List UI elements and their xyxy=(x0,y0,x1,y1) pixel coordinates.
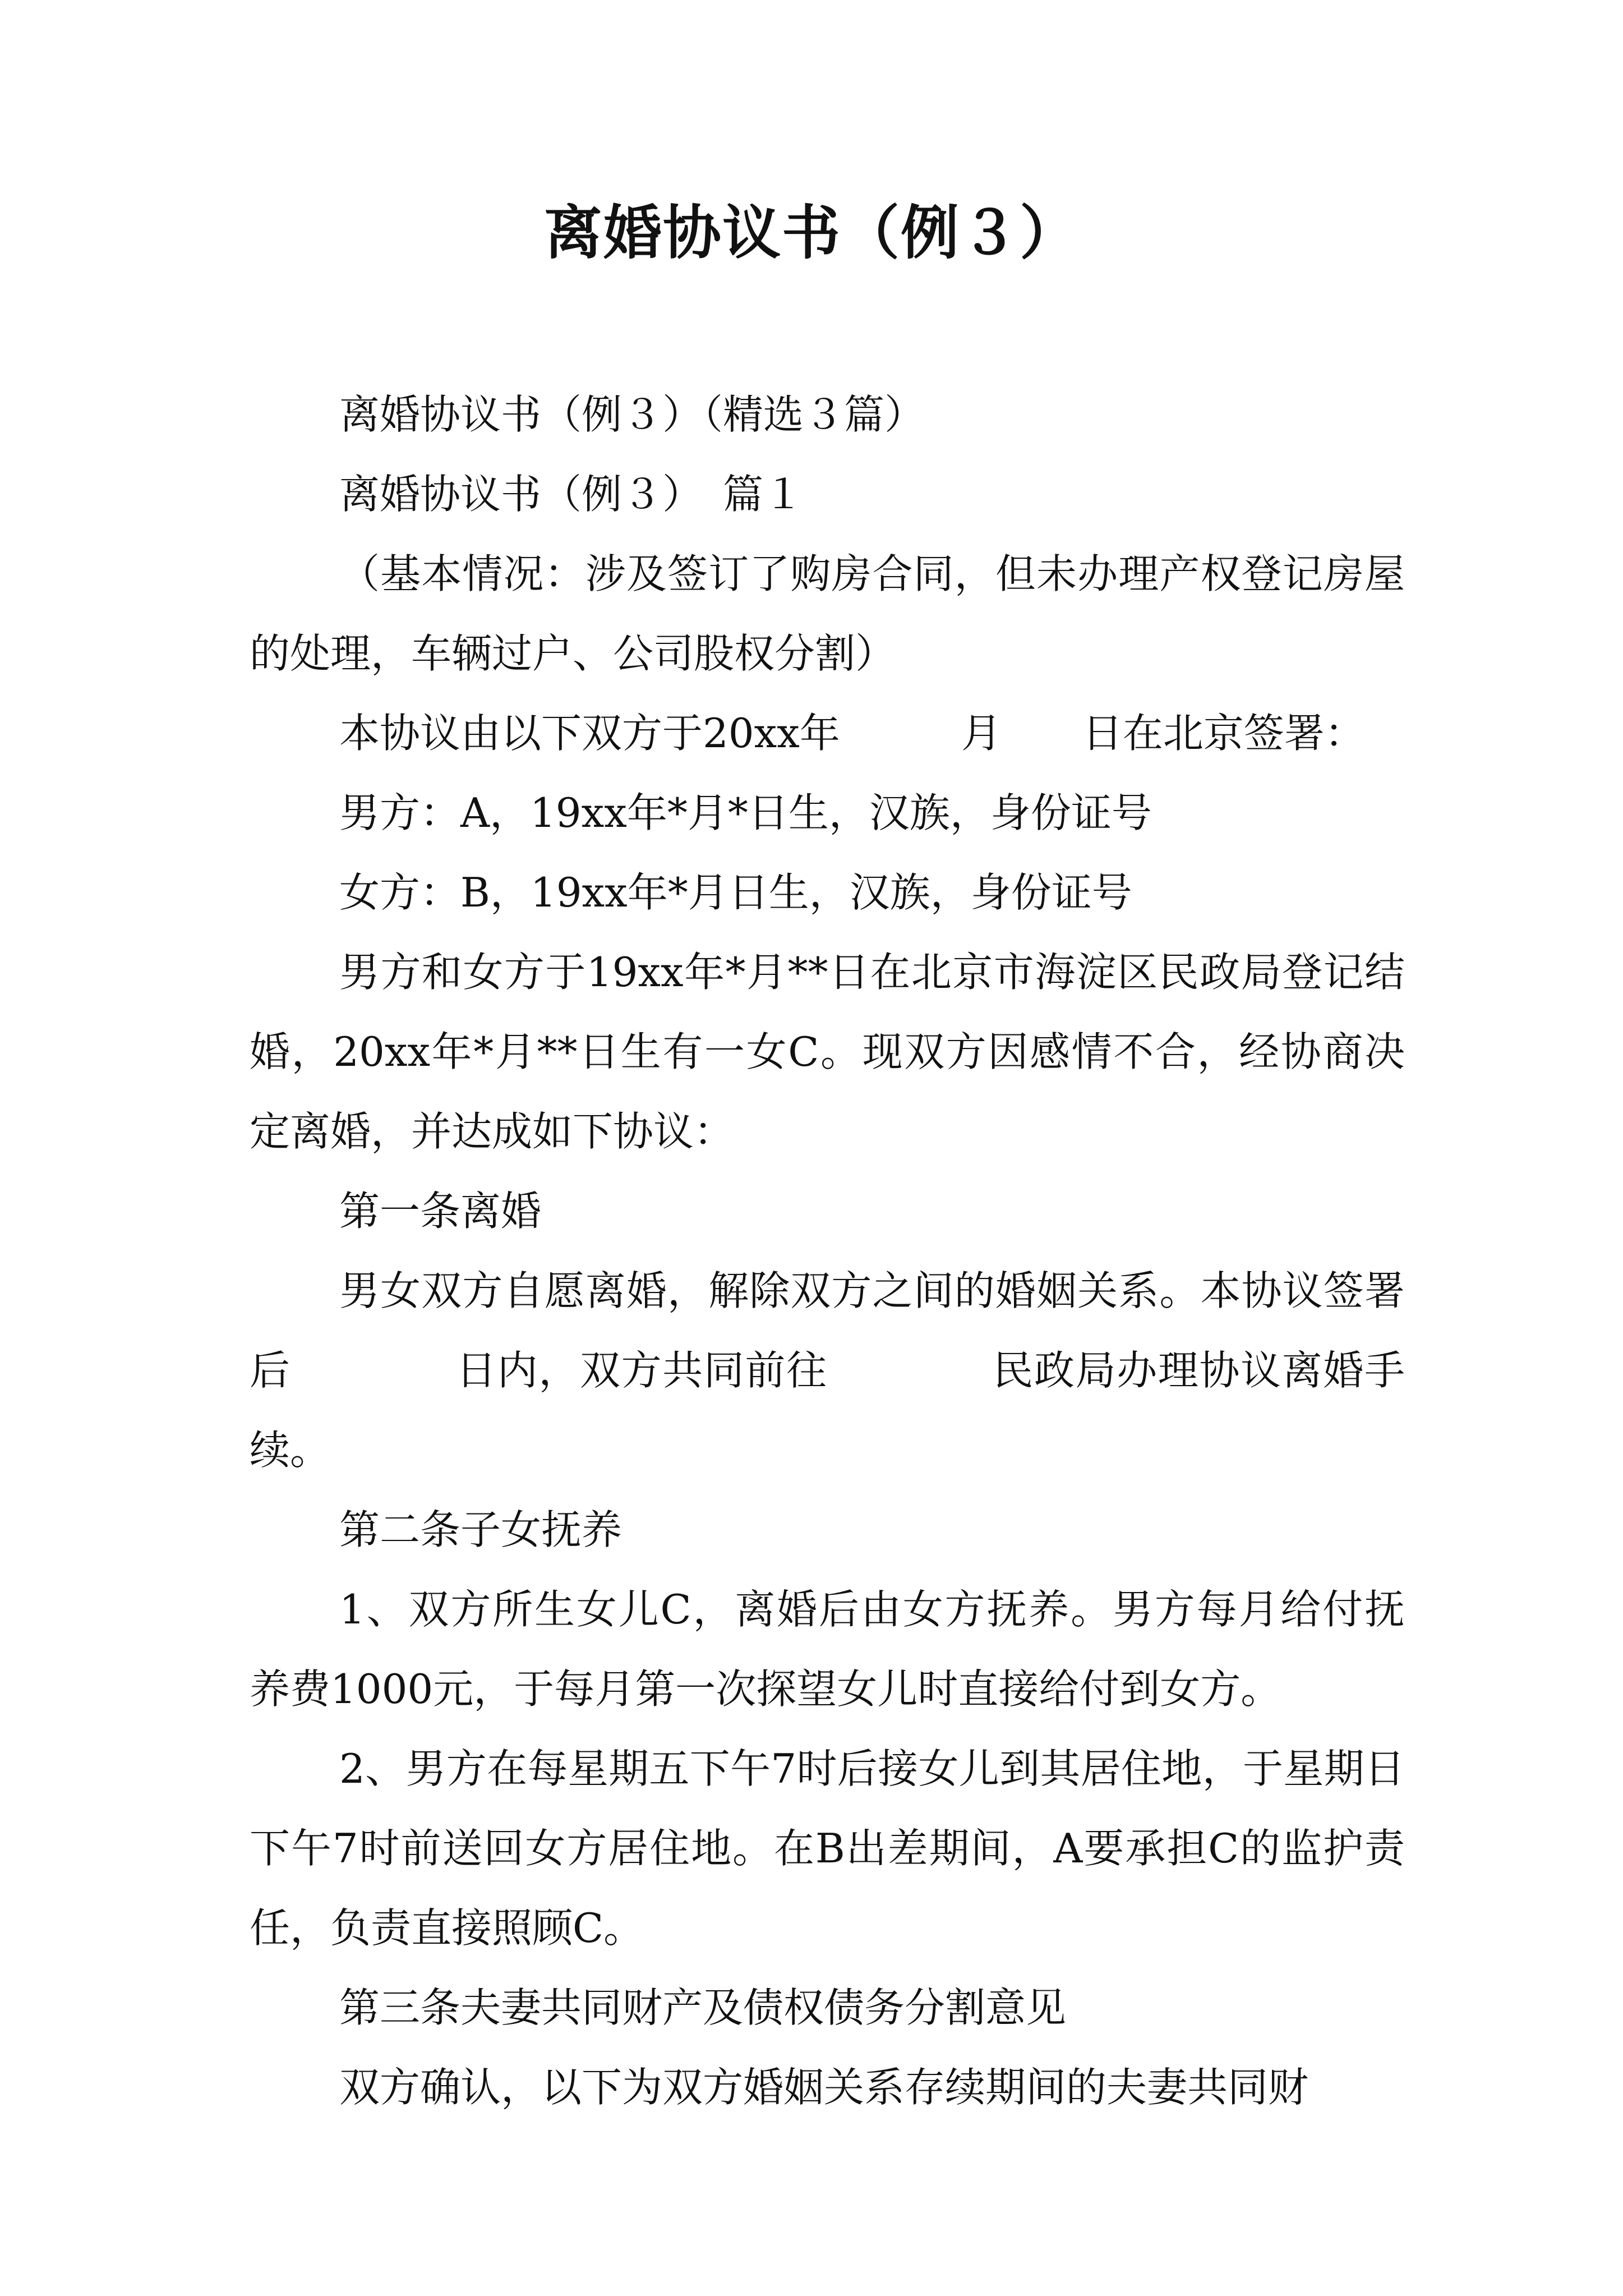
paragraph-signing-date: 本协议由以下双方于20xx年 月 日在北京签署： xyxy=(339,710,1365,757)
paragraph-basic-situation: （基本情况：涉及签订了购房合同，但未办理产权登记房屋的处理，车辆过户、公司股权分割） xyxy=(250,550,1405,677)
paragraph-male-party: 男方：A，19xx年*月*日生，汉族，身份证号 xyxy=(339,789,1152,836)
paragraph-heading-part1: 离婚协议书（例３） 篇１ xyxy=(339,471,804,518)
article-3-heading: 第三条夫妻共同财产及债权债务分割意见 xyxy=(339,1984,1067,2031)
article-2-heading: 第二条子女抚养 xyxy=(339,1506,623,1553)
paragraph-female-party: 女方：B，19xx年*月日生，汉族，身份证号 xyxy=(339,869,1132,916)
document-body xyxy=(250,375,1405,2127)
paragraph-marriage-background: 男方和女方于19xx年*月**日在北京市海淀区民政局登记结婚，20xx年*月**日生有一女C。现双方因感情不合，经协商决定离婚，并达成如下协议： xyxy=(250,949,1405,1155)
article-1-content: 男女双方自愿离婚，解除双方之间的婚姻关系。本协议签署后 日内，双方共同前往 民政局办理协议离婚手续。 xyxy=(250,1267,1405,1474)
paragraph-heading-collection: 离婚协议书（例３）（精选３篇） xyxy=(339,391,925,438)
document-title: 离婚协议书（例３） xyxy=(543,198,1079,267)
article-2-item-2: 2、男方在每星期五下午7时后接女儿到其居住地，于星期日下午7时前送回女方居住地。在B出差期间，A要承担C的监护责任，负责直接照顾C。 xyxy=(250,1745,1405,1952)
article-3-content: 双方确认，以下为双方婚姻关系存续期间的夫妻共同财 xyxy=(339,2064,1309,2111)
article-2-item-1: 1、双方所生女儿C，离婚后由女方抚养。男方每月给付抚养费1000元，于每月第一次探望女儿时直接给付到女方。 xyxy=(250,1586,1405,1713)
article-1-heading: 第一条离婚 xyxy=(339,1188,542,1235)
